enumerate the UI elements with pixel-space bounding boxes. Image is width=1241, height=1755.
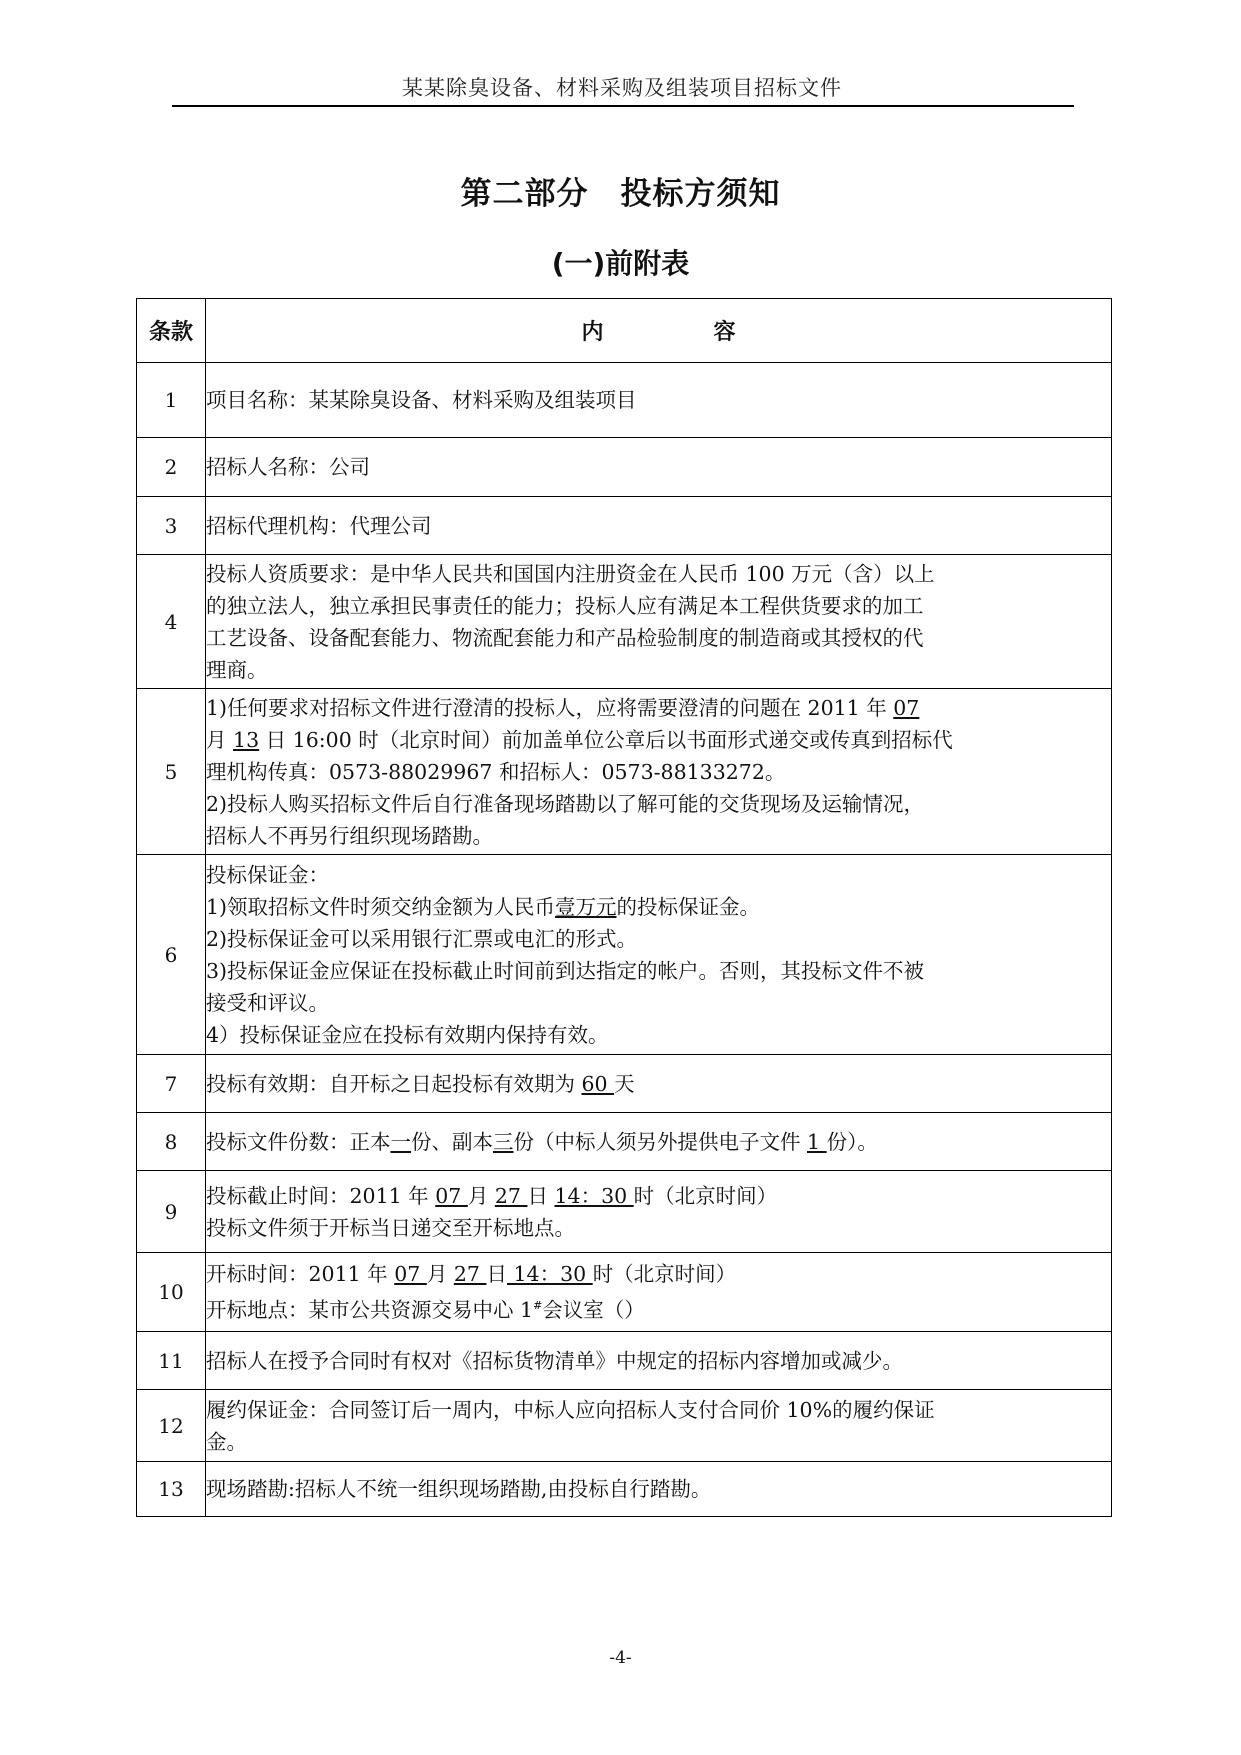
clause-number: 7: [137, 1055, 206, 1113]
section-title: (一)前附表: [551, 247, 690, 280]
content-column-header: [206, 299, 1112, 363]
text-line: 招标人名称：公司: [206, 455, 370, 479]
text-line: 4）投标保证金应在投标有效期内保持有效。: [206, 1022, 609, 1047]
clause-number: 9: [137, 1171, 206, 1253]
text-span: 份）。: [826, 1129, 878, 1154]
text-line: [206, 692, 1111, 724]
underlined-value: 07: [893, 695, 920, 720]
text-span: 时（北京时间）: [633, 1183, 778, 1208]
text-line: [206, 891, 1111, 923]
clause-number: 3: [137, 497, 206, 555]
text-span: 月: [206, 727, 234, 752]
underlined-value: 壹万元: [555, 894, 617, 919]
text-span: 天: [614, 1071, 635, 1096]
clause-content: [206, 497, 1112, 555]
clause-content: [206, 1390, 1112, 1462]
table-row: [137, 1462, 1112, 1517]
text-span: 1)领取招标文件时须交纳金额为人民币: [206, 894, 556, 919]
text-line: 投标保证金：: [206, 862, 329, 887]
table-row: [137, 855, 1112, 1055]
text-span: 投标文件份数：正本: [206, 1129, 391, 1154]
table-row: [137, 1171, 1112, 1253]
text-line: [206, 1126, 1111, 1158]
text-line: [206, 1258, 1111, 1290]
text-line: 投标文件须于开标当日递交至开标地点。: [206, 1215, 575, 1240]
clause-number: 11: [137, 1332, 206, 1390]
superscript-mark: #: [533, 1299, 543, 1313]
underlined-value: 1: [807, 1129, 827, 1154]
clause-content: [206, 1462, 1112, 1517]
text-line: 理商。: [206, 657, 268, 682]
front-table: [136, 298, 1112, 1517]
content-column-header-label: 内容: [581, 320, 846, 345]
text-line: 招标代理机构：代理公司: [206, 513, 432, 538]
underlined-value: 60: [581, 1071, 615, 1096]
clause-number: 1: [137, 363, 206, 438]
clause-content: [206, 1332, 1112, 1390]
clause-content: [206, 438, 1112, 497]
text-span: 月: [426, 1262, 454, 1287]
text-span: 的投标保证金。: [616, 894, 761, 919]
text-span: 份（中标人须另外提供电子文件: [513, 1129, 808, 1154]
table-row: [137, 689, 1112, 855]
text-line: 金。: [206, 1429, 247, 1454]
text-line: 履约保证金：合同签订后一周内，中标人应向招标人支付合同价 10%的履约保证: [206, 1397, 935, 1422]
underlined-value: 07: [435, 1183, 468, 1208]
table-row: [137, 363, 1112, 438]
text-line: 的独立法人，独立承担民事责任的能力；投标人应有满足本工程供货要求的加工: [206, 593, 924, 618]
clause-number: 8: [137, 1113, 206, 1171]
clause-content: [206, 555, 1112, 689]
clause-content: [206, 1113, 1112, 1171]
table-row: [137, 555, 1112, 689]
text-span: 1)任何要求对招标文件进行澄清的投标人，应将需要澄清的问题在 2011 年: [206, 695, 894, 720]
text-line: [206, 1290, 1111, 1326]
clause-number: 4: [137, 555, 206, 689]
text-line: [206, 1068, 1111, 1100]
clause-column-header: 条款: [137, 299, 206, 363]
text-span: 日 16:00 时（北京时间）前加盖单位公章后以书面形式递交或传真到招标代: [259, 727, 953, 752]
text-line: 招标人不再另行组织现场踏勘。: [206, 823, 493, 848]
table-header-row: [137, 299, 1112, 363]
clause-content: [206, 689, 1112, 855]
text-span: 投标截止时间：2011 年: [206, 1183, 436, 1208]
text-line: 理机构传真：0573-88029967 和招标人：0573-88133272。: [206, 759, 786, 784]
clause-content: [206, 1055, 1112, 1113]
text-span: 开标地点：某市公共资源交易中心 1: [206, 1297, 534, 1322]
text-line: 3)投标保证金应保证在投标截止时间前到达指定的帐户。否则，其投标文件不被: [206, 958, 925, 983]
clause-number: 5: [137, 689, 206, 855]
clause-number: 2: [137, 438, 206, 497]
underlined-value: 一: [390, 1129, 411, 1154]
underlined-value: 三: [493, 1129, 514, 1154]
table-row: [137, 1253, 1112, 1332]
text-line: 现场踏勘:招标人不统一组织现场踏勘,由投标自行踏勘。: [206, 1477, 712, 1501]
text-span: 日: [527, 1183, 555, 1208]
table-row: [137, 438, 1112, 497]
underlined-value: 13: [233, 727, 260, 752]
text-line: 招标人在授予合同时有权对《招标货物清单》中规定的招标内容增加或减少。: [206, 1348, 903, 1373]
text-span: 日: [486, 1262, 507, 1287]
text-span: 会议室（）: [542, 1297, 645, 1322]
clause-content: [206, 855, 1112, 1055]
clause-number: 12: [137, 1390, 206, 1462]
text-line: 投标人资质要求：是中华人民共和国国内注册资金在人民币 100 万元（含）以上: [206, 561, 935, 586]
clause-content: [206, 1253, 1112, 1332]
clause-number: 10: [137, 1253, 206, 1332]
part-title: 第二部分 投标方须知: [460, 176, 781, 212]
text-span: 月: [467, 1183, 495, 1208]
table-row: [137, 1055, 1112, 1113]
table-row: [137, 1113, 1112, 1171]
clause-number: 6: [137, 855, 206, 1055]
header-rule: [172, 105, 1074, 107]
text-line: 项目名称：某某除臭设备、材料采购及组装项目: [206, 388, 637, 412]
page-number: -4-: [609, 1648, 632, 1668]
underlined-value: 27: [453, 1262, 487, 1287]
clause-content: [206, 1171, 1112, 1253]
table-row: [137, 497, 1112, 555]
text-line: [206, 724, 1111, 756]
text-span: 份、副本: [411, 1129, 493, 1154]
clause-content: [206, 363, 1112, 438]
running-header: 某某除臭设备、材料采购及组装项目招标文件: [402, 76, 842, 100]
underlined-value: 14：30: [554, 1183, 634, 1208]
text-line: [206, 1180, 1111, 1212]
text-span: 开标时间：2011 年: [206, 1262, 395, 1287]
text-span: 投标有效期：自开标之日起投标有效期为: [206, 1071, 582, 1096]
text-span: 时（北京时间）: [592, 1262, 737, 1287]
text-line: 2)投标人购买招标文件后自行准备现场踏勘以了解可能的交货现场及运输情况，: [206, 791, 925, 816]
table-row: [137, 1390, 1112, 1462]
underlined-value: 07: [394, 1262, 427, 1287]
underlined-value: 27: [494, 1183, 528, 1208]
text-line: 工艺设备、设备配套能力、物流配套能力和产品检验制度的制造商或其授权的代: [206, 625, 924, 650]
underlined-value: 14：30: [506, 1262, 593, 1287]
clause-number: 13: [137, 1462, 206, 1517]
text-line: 2)投标保证金可以采用银行汇票或电汇的形式。: [206, 926, 638, 951]
text-line: 接受和评议。: [206, 990, 329, 1015]
table-row: [137, 1332, 1112, 1390]
